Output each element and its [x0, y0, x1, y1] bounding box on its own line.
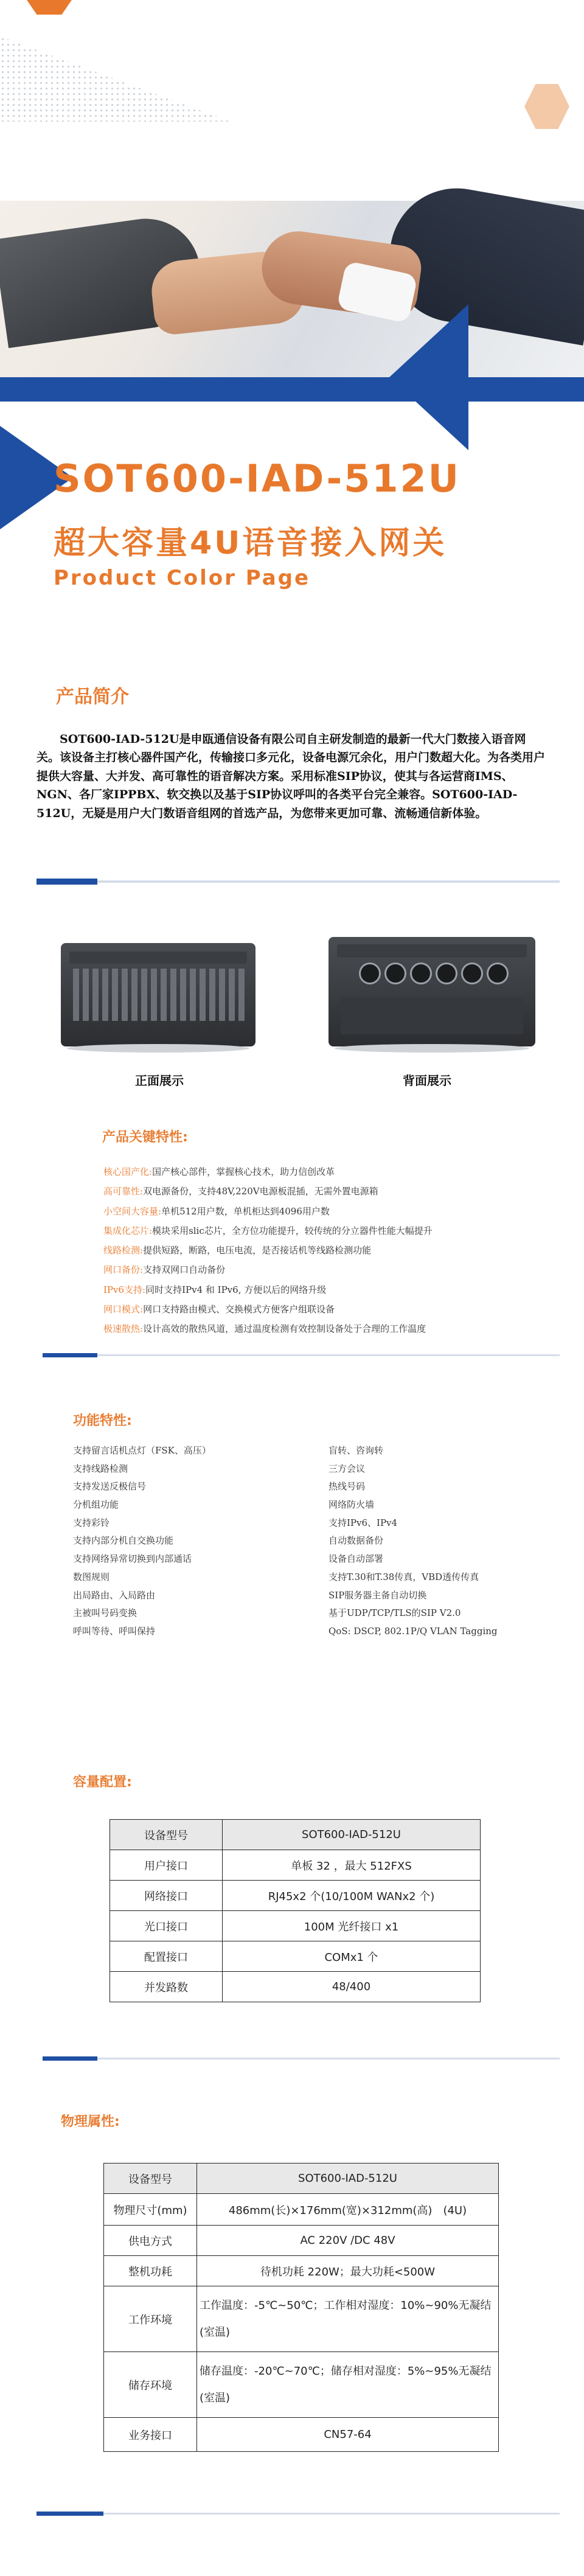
- table-cell: 储存环境: [104, 2352, 197, 2418]
- back-caption: 背面展示: [403, 1073, 451, 1088]
- functions-right-column: [328, 1442, 572, 1641]
- function-item: 出局路由、入局路由: [73, 1589, 156, 1601]
- table-row: [110, 1881, 481, 1911]
- table-cell: 物理尺寸(mm): [104, 2194, 197, 2226]
- key-features-list: [103, 1162, 566, 1338]
- device-back-image: [328, 937, 535, 1046]
- function-item: 三方会议: [328, 1463, 366, 1474]
- feature-item: 网口模式:网口支持路由模式、交换模式方便客户组联设备: [103, 1303, 335, 1315]
- feature-item: 高可靠性:双电源备份，支持48V,220V电源板混插，无需外置电源箱: [103, 1186, 378, 1197]
- section-bar: [43, 2056, 97, 2061]
- section-divider: [97, 2058, 560, 2059]
- hexagon-decoration-right: [524, 84, 569, 129]
- function-item: 支持彩铃: [73, 1517, 110, 1528]
- table-cell: 光口接口: [110, 1911, 223, 1941]
- table-row: [104, 2163, 499, 2194]
- table-cell: 用户接口: [110, 1850, 223, 1881]
- feature-item: 网口备份:支持双网口自动备份: [103, 1264, 226, 1276]
- function-item: 数图规则: [73, 1571, 110, 1582]
- table-cell: 供电方式: [104, 2226, 197, 2256]
- device-shadow: [67, 1044, 249, 1053]
- table-row: [104, 2418, 499, 2452]
- device-shadow: [335, 1044, 529, 1053]
- function-item: 设备自动部署: [328, 1553, 384, 1565]
- function-item: SIP服务器主备自动切换: [328, 1589, 427, 1601]
- capacity-heading: 容量配置:: [73, 1775, 132, 1790]
- physical-heading: 物理属性:: [61, 2114, 120, 2129]
- section-divider: [97, 1354, 560, 1356]
- table-cell: 待机功耗 220W；最大功耗<500W: [197, 2256, 499, 2286]
- table-row: [110, 1850, 481, 1881]
- table-cell: 并发路数: [110, 1972, 223, 2002]
- intro-text: SOT600-IAD-512U是申瓯通信设备有限公司自主研发制造的最新一代大门数接入语音网关。该设备主打核心器件国产化，传输接口多元化，设备电源冗余化，用户门数超大化。为各类用户提供大容量、大并发、高可靠性的语音解决方案。采用标准SIP协议，使其与各运营商IMS、NGN、各厂家IPPBX、软交换以及基于SIP协议呼叫的各类平台完全兼容。SOT600-IAD-512U，无疑是用户大门数语音组网的首选产品，为您带来更加可靠、流畅通信新体验。: [36, 733, 546, 820]
- function-item: 自动数据备份: [328, 1535, 384, 1547]
- table-cell: 业务接口: [104, 2418, 197, 2452]
- table-cell: 工作温度：-5℃~50℃；工作相对湿度：10%~90%无凝结(室温): [197, 2286, 499, 2352]
- table-row: [110, 1941, 481, 1972]
- table-cell: 储存温度：-20℃~70℃；储存相对湿度：5%~95%无凝结(室温): [197, 2352, 499, 2418]
- functions-heading: 功能特性:: [73, 1413, 132, 1429]
- table-row: [104, 2194, 499, 2226]
- section-bar: [36, 2512, 103, 2516]
- table-cell: 单板 32 ，最大 512FXS: [223, 1850, 481, 1881]
- product-title: SOT600-IAD-512U: [54, 456, 461, 501]
- function-item: 网络防火墙: [328, 1499, 375, 1511]
- product-subtitle: 超大容量4U语音接入网关: [54, 525, 447, 562]
- function-item: 支持内部分机自交换功能: [73, 1535, 174, 1547]
- function-item: 支持IPv6、IPv4: [328, 1517, 398, 1528]
- key-features-heading: 产品关键特性:: [102, 1130, 188, 1145]
- front-caption: 正面展示: [135, 1073, 184, 1088]
- section-bar: [36, 879, 97, 885]
- table-row: [110, 1820, 481, 1850]
- table-row: [110, 1911, 481, 1941]
- function-item: 支持留言话机点灯（FSK、高压）: [73, 1445, 211, 1456]
- function-item: 基于UDP/TCP/TLS的SIP V2.0: [328, 1607, 461, 1619]
- table-row: [110, 1972, 481, 2002]
- function-item: 热线号码: [328, 1481, 366, 1492]
- feature-item: 集成化芯片:模块采用slic芯片，全方位功能提升，较传统的分立器件性能大幅提升: [103, 1225, 433, 1236]
- table-cell: 48/400: [223, 1972, 481, 2002]
- table-cell: SOT600-IAD-512U: [197, 2163, 499, 2194]
- capacity-table: [109, 1819, 481, 2002]
- blue-band-decoration: [0, 377, 584, 402]
- hexagon-decoration: [24, 0, 74, 15]
- intro-heading: 产品简介: [56, 686, 129, 708]
- function-item: 支持线路检测: [73, 1463, 128, 1474]
- table-row: [104, 2226, 499, 2256]
- table-cell: RJ45x2 个(10/100M WANx2 个): [223, 1881, 481, 1911]
- product-english-title: Product Color Page: [54, 566, 311, 590]
- dot-pattern-decoration: [0, 37, 231, 122]
- table-cell: 网络接口: [110, 1881, 223, 1911]
- table-cell: COMx1 个: [223, 1941, 481, 1972]
- table-row: [104, 2352, 499, 2418]
- physical-table: [103, 2163, 499, 2452]
- section-divider: [97, 880, 560, 883]
- function-item: 分机组功能: [73, 1499, 119, 1511]
- section-bar: [43, 1353, 97, 1357]
- function-item: 呼叫等待、呼叫保持: [73, 1625, 156, 1637]
- table-cell: AC 220V /DC 48V: [197, 2226, 499, 2256]
- function-item: 盲转、咨询转: [328, 1445, 384, 1456]
- feature-item: 线路检测:提供短路，断路，电压电流，是否接话机等线路检测功能: [103, 1245, 372, 1256]
- feature-item: 极速散热:设计高效的散热风道，通过温度检测有效控制设备处于合理的工作温度: [103, 1323, 426, 1334]
- feature-item: IPv6支持:同时支持IPv4 和 IPv6, 方便以后的网络升级: [103, 1284, 327, 1295]
- function-item: 支持发送反极信号: [73, 1481, 147, 1492]
- function-item: 支持网络异常切换到内部通话: [73, 1553, 192, 1565]
- table-cell: SOT600-IAD-512U: [223, 1820, 481, 1850]
- table-cell: 设备型号: [104, 2163, 197, 2194]
- table-cell: 整机功耗: [104, 2256, 197, 2286]
- function-item: QoS: DSCP, 802.1P/Q VLAN Tagging: [328, 1625, 498, 1637]
- device-front-image: [61, 943, 255, 1046]
- table-cell: 100M 光纤接口 x1: [223, 1911, 481, 1941]
- table-cell: 配置接口: [110, 1941, 223, 1972]
- table-cell: 486mm(长)×176mm(宽)×312mm(高) (4U): [197, 2194, 499, 2226]
- function-item: 主被叫号码变换: [73, 1607, 137, 1619]
- table-row: [104, 2286, 499, 2352]
- section-divider: [103, 2513, 560, 2515]
- functions-left-column: [73, 1442, 316, 1641]
- feature-item: 核心国产化:国产核心部件，掌握核心技术，助力信创改革: [103, 1166, 335, 1177]
- feature-item: 小空间大容量:单机512用户数，单机柜达到4096用户数: [103, 1205, 330, 1217]
- table-row: [104, 2256, 499, 2286]
- function-item: 支持T.30和T.38传真，VBD透传传真: [328, 1571, 479, 1582]
- table-cell: CN57-64: [197, 2418, 499, 2452]
- table-cell: 工作环境: [104, 2286, 197, 2352]
- table-cell: 设备型号: [110, 1820, 223, 1850]
